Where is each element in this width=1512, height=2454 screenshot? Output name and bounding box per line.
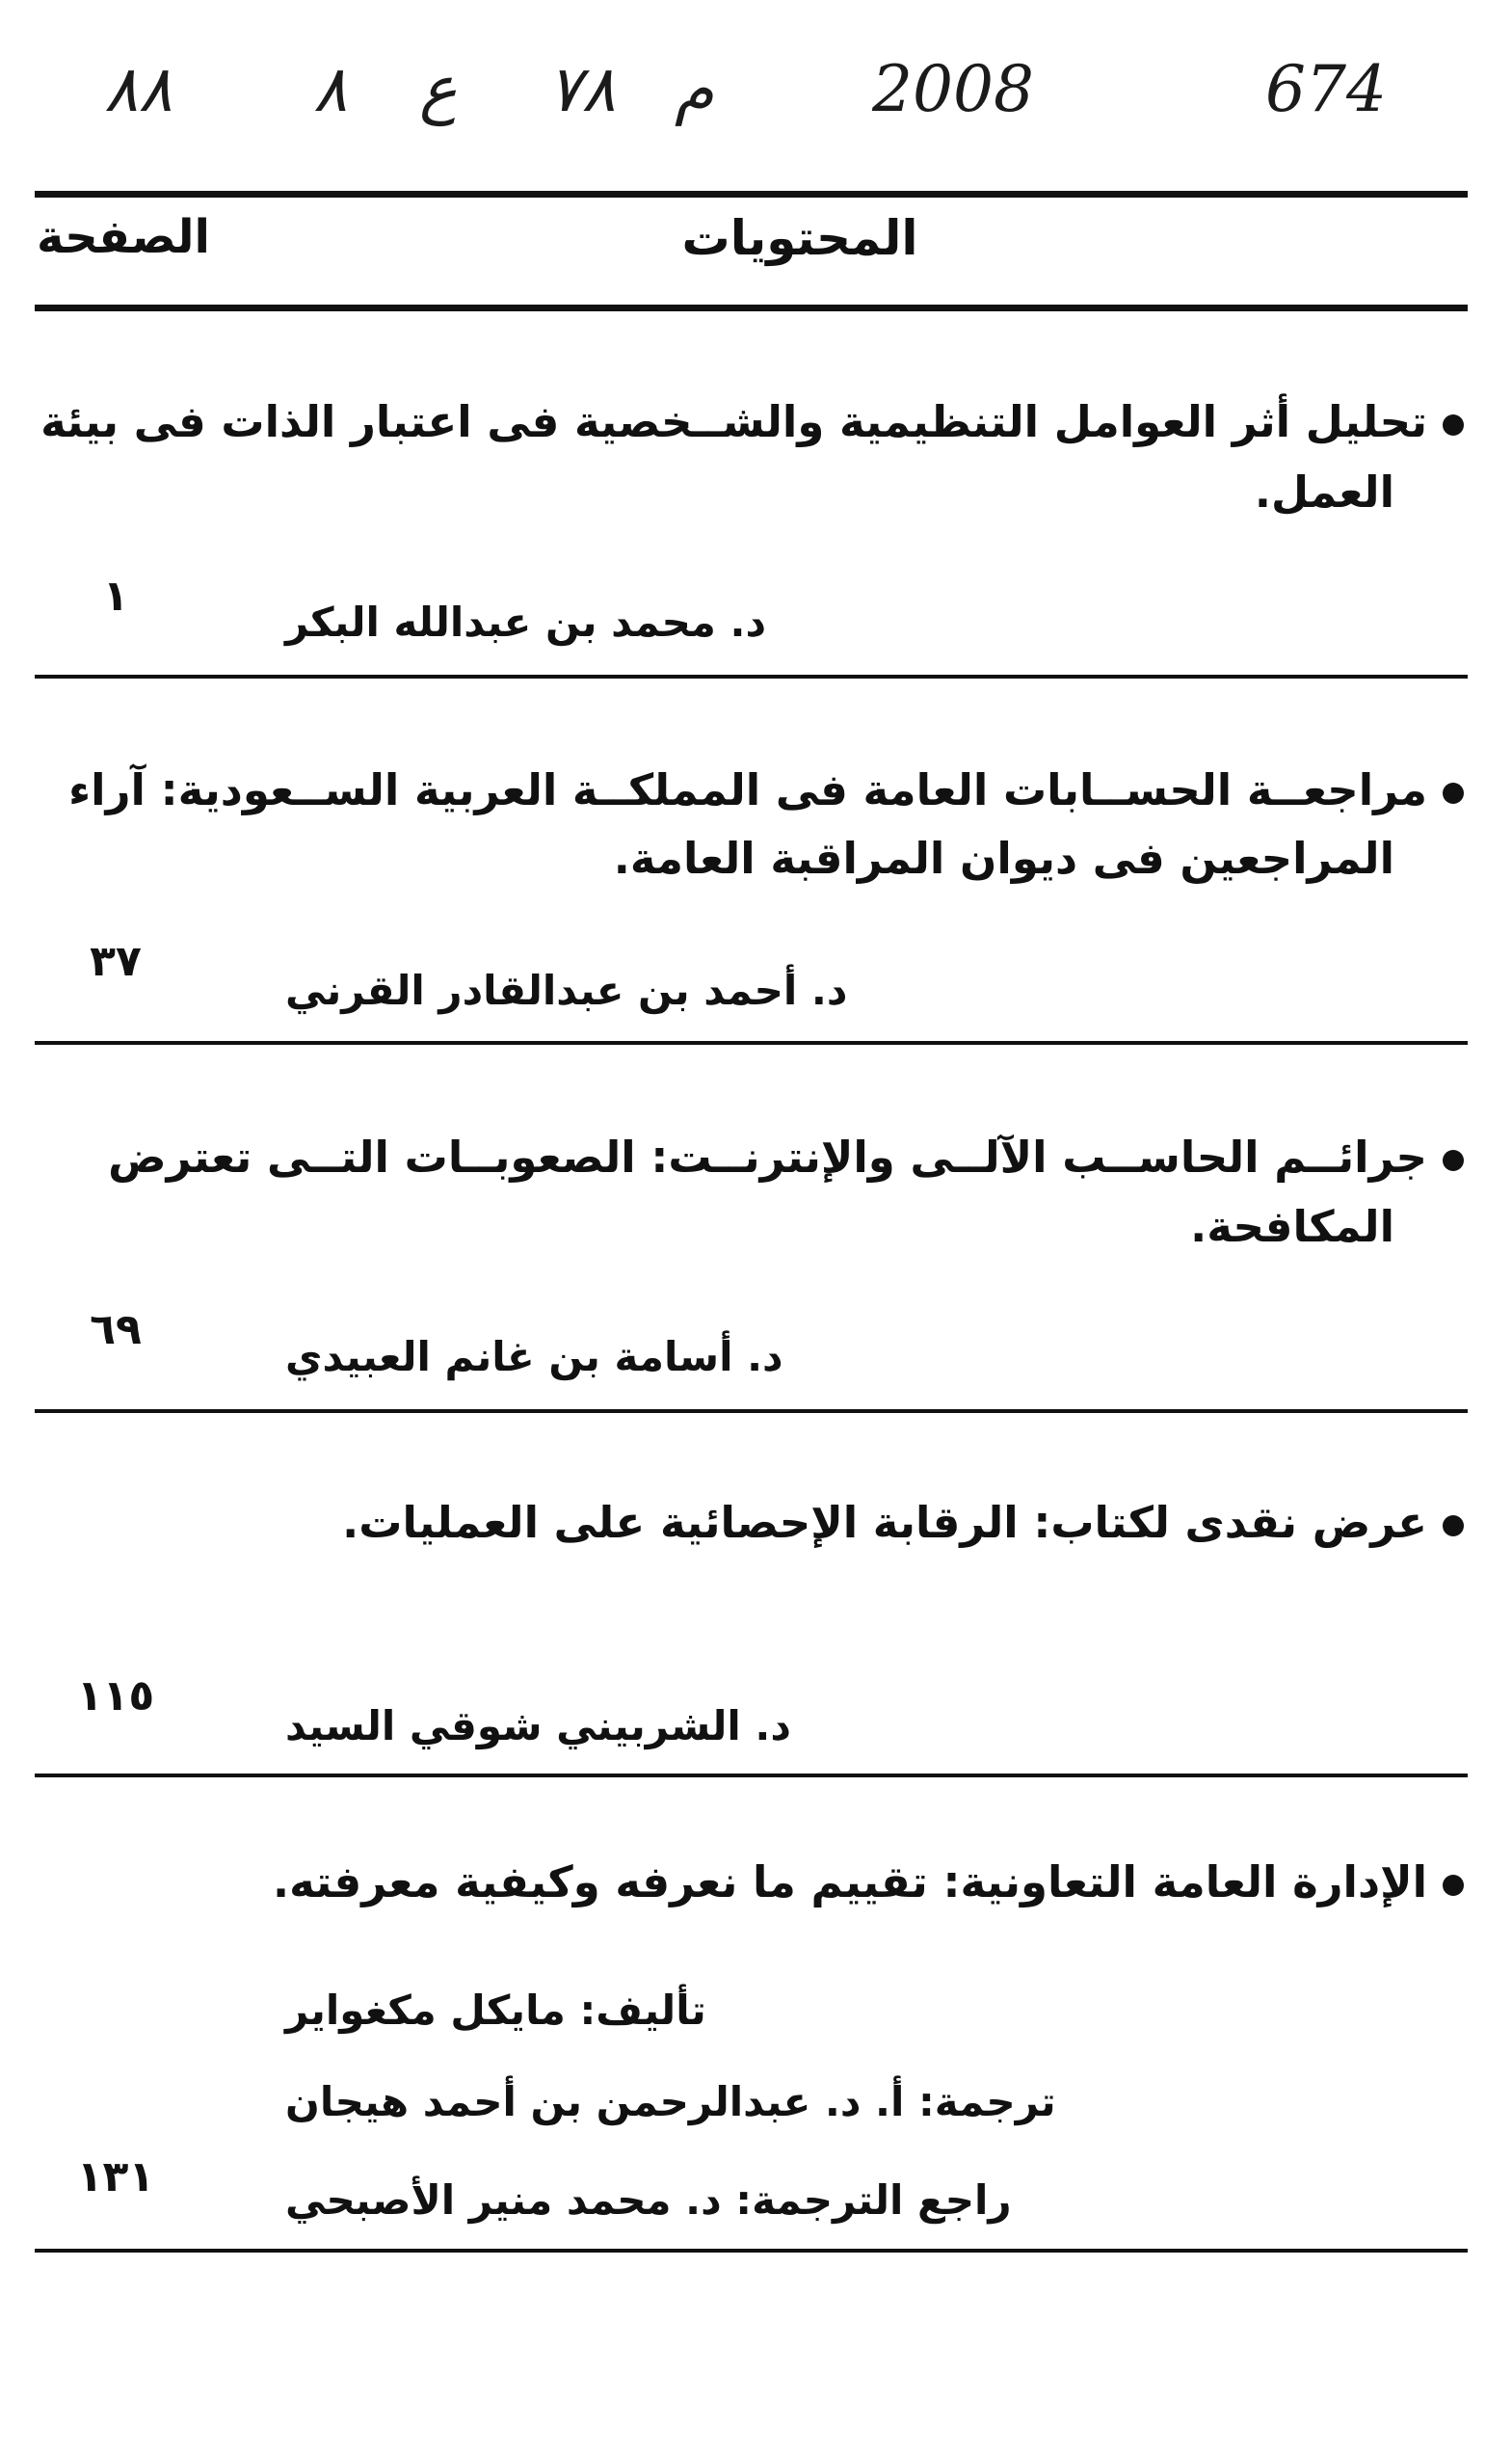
entry-title-line: العمل.: [1254, 467, 1394, 518]
entry-author: د. الشربيني شوقي السيد: [285, 1702, 791, 1749]
entry-title-line: عرض نقدى لكتاب: الرقابة الإحصائية على العمليات.: [307, 1501, 1464, 1544]
entry-title-line: جرائــم الحاســب الآلــى والإنترنــت: الصعوبــات التــى تعترض: [307, 1135, 1464, 1179]
header-top-rule: [35, 191, 1468, 198]
bullet-icon: [1443, 414, 1464, 436]
contents-title: المحتويات: [681, 210, 918, 266]
entry-divider: [35, 1774, 1468, 1777]
entry-title-line: المراجعين فى ديوان المراقبة العامة.: [613, 833, 1394, 884]
page-column-header: الصفحة: [36, 210, 211, 264]
entry-title-line: الإدارة العامة التعاونية: تقييم ما نعرفه وكيفية معرفته.: [307, 1860, 1464, 1904]
entry-reviewer: راجع الترجمة: د. محمد منير الأصبحي: [285, 2176, 1012, 2224]
handwritten-note: ٧٨: [547, 52, 616, 126]
handwritten-note: ٨: [313, 52, 348, 126]
entry-page-number: ٦٩: [90, 1305, 142, 1354]
entry-page-number: ١: [102, 572, 129, 621]
entry-author: د. أسامة بن غانم العبيدي: [285, 1333, 783, 1380]
entry-divider: [35, 675, 1468, 679]
entry-page-number: ١٣١: [76, 2152, 155, 2201]
entry-title-line: مراجعــة الحســابات العامة فى المملكــة العربية الســعودية: آراء: [307, 768, 1464, 812]
header-bottom-rule: [35, 305, 1468, 311]
entry-divider: [35, 1041, 1468, 1045]
handwritten-note: م: [675, 52, 714, 126]
handwritten-note: ع: [419, 52, 458, 126]
entry-translator: ترجمة: أ. د. عبدالرحمن بن أحمد هيجان: [285, 2078, 1056, 2125]
entry-page-number: ١١٥: [76, 1671, 155, 1720]
entry-title-line: تحليل أثر العوامل التنظيمية والشــخصية فى اعتبار الذات فى بيئة: [307, 400, 1464, 443]
bullet-icon: [1443, 1150, 1464, 1171]
bullet-icon: [1443, 1515, 1464, 1536]
entry-page-number: ٣٧: [90, 937, 142, 986]
entry-divider: [35, 1409, 1468, 1413]
entry-author: تأليف: مايكل مكغواير: [285, 1987, 706, 2034]
entry-author: د. أحمد بن عبدالقادر القرني: [285, 967, 848, 1014]
handwritten-note: 2008: [872, 52, 1034, 126]
entry-divider: [35, 2249, 1468, 2253]
bullet-icon: [1443, 783, 1464, 804]
bullet-icon: [1443, 1875, 1464, 1896]
handwritten-note: 674: [1265, 52, 1387, 126]
entry-author: د. محمد بن عبدالله البكر: [285, 599, 766, 646]
entry-title-line: المكافحة.: [1190, 1201, 1394, 1252]
handwritten-note: ٨٨: [104, 52, 172, 126]
